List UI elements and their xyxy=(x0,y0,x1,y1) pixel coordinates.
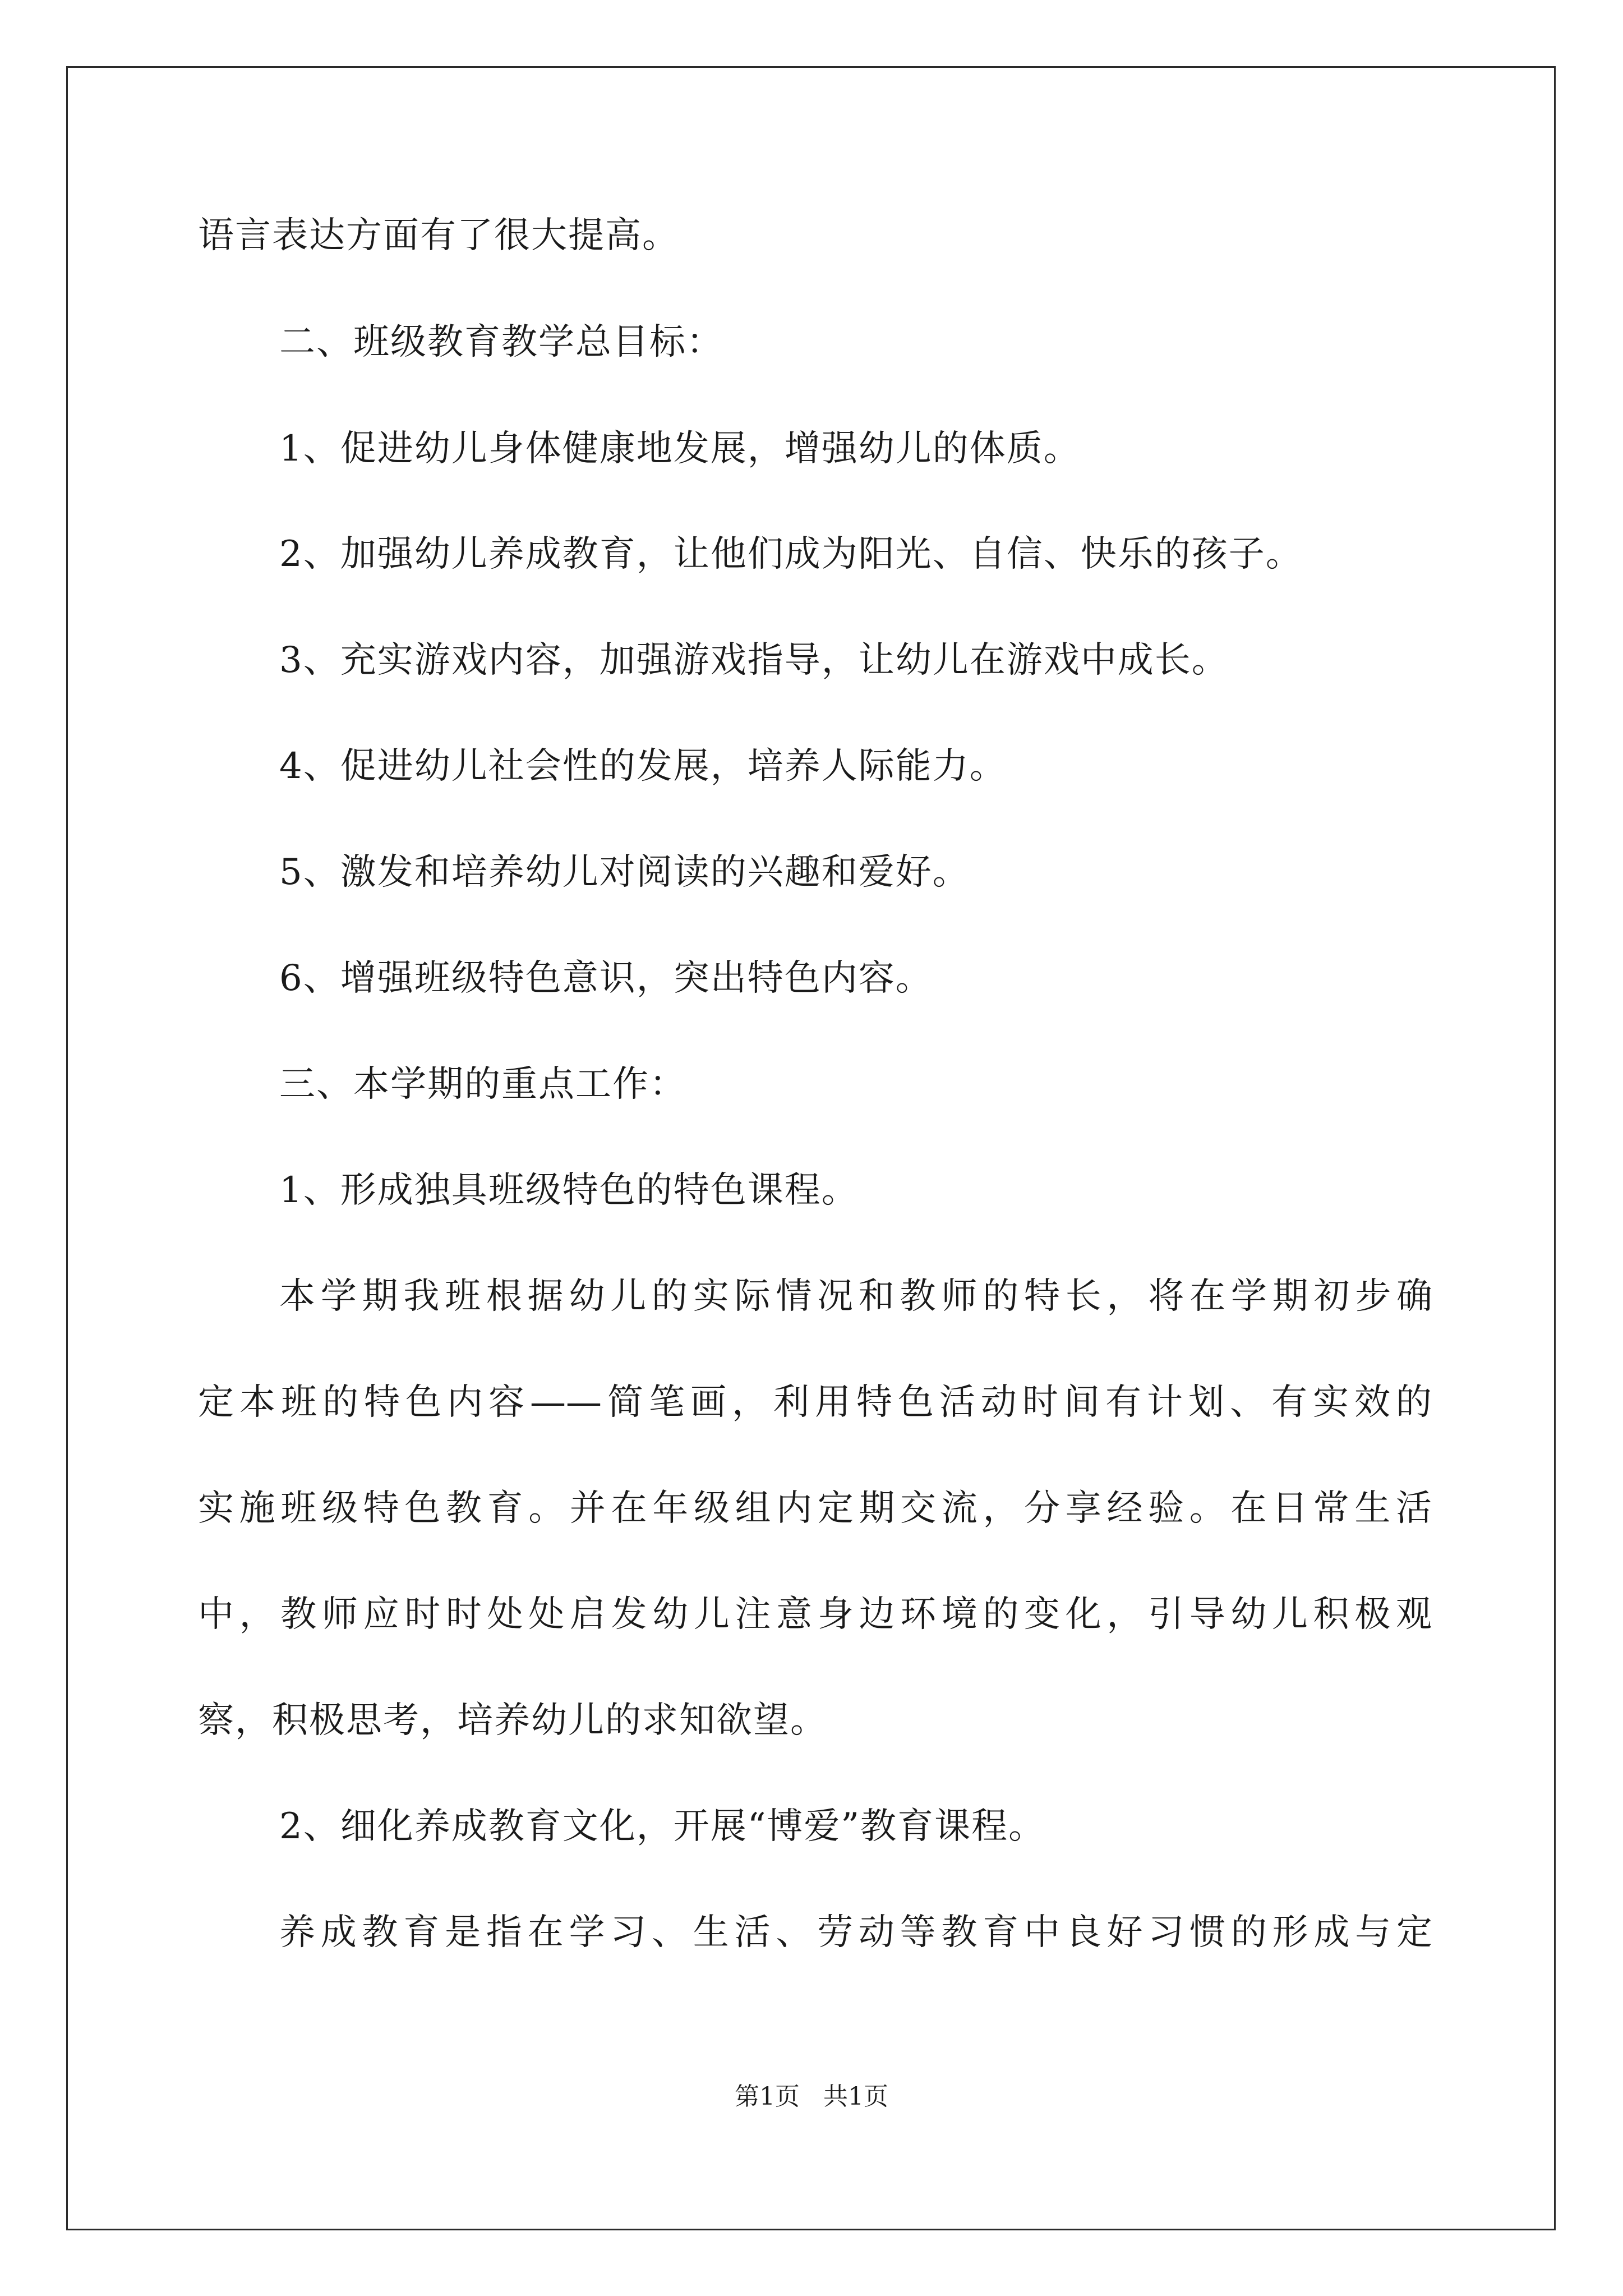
paragraph-line: 养成教育是指在学习、生活、劳动等教育中良好习惯的形成与定 xyxy=(279,1912,1432,1953)
list-item: 3、充实游戏内容，加强游戏指导，让幼儿在游戏中成长。 xyxy=(279,639,1229,681)
paragraph-line: 定本班的特色内容——简笔画，利用特色活动时间有计划、有实效的 xyxy=(198,1382,1432,1423)
paragraph-line: 实施班级特色教育。并在年级组内定期交流，分享经验。在日常生活 xyxy=(198,1488,1432,1529)
list-item: 2、细化养成教育文化，开展“博爱”教育课程。 xyxy=(279,1806,1046,1847)
list-item: 5、激发和培养幼儿对阅读的兴趣和爱好。 xyxy=(279,852,970,893)
list-item: 2、加强幼儿养成教育，让他们成为阳光、自信、快乐的孩子。 xyxy=(279,533,1303,575)
list-item: 4、促进幼儿社会性的发展，培养人际能力。 xyxy=(279,746,1007,787)
list-item: 1、形成独具班级特色的特色课程。 xyxy=(279,1170,859,1211)
paragraph-line: 语言表达方面有了很大提高。 xyxy=(198,215,679,256)
list-item: 6、增强班级特色意识，突出特色内容。 xyxy=(279,958,933,999)
section-heading: 二、班级教育教学总目标： xyxy=(279,321,723,363)
paragraph-line: 本学期我班根据幼儿的实际情况和教师的特长，将在学期初步确 xyxy=(279,1276,1432,1317)
page-footer: 第1页 共1页 xyxy=(735,2082,888,2111)
section-heading: 三、本学期的重点工作： xyxy=(279,1064,686,1105)
paragraph-line: 中，教师应时时处处启发幼儿注意身边环境的变化，引导幼儿积极观 xyxy=(198,1594,1432,1635)
page-border xyxy=(66,66,1556,2230)
paragraph-line: 察，积极思考，培养幼儿的求知欲望。 xyxy=(198,1700,827,1741)
list-item: 1、促进幼儿身体健康地发展，增强幼儿的体质。 xyxy=(279,428,1081,470)
